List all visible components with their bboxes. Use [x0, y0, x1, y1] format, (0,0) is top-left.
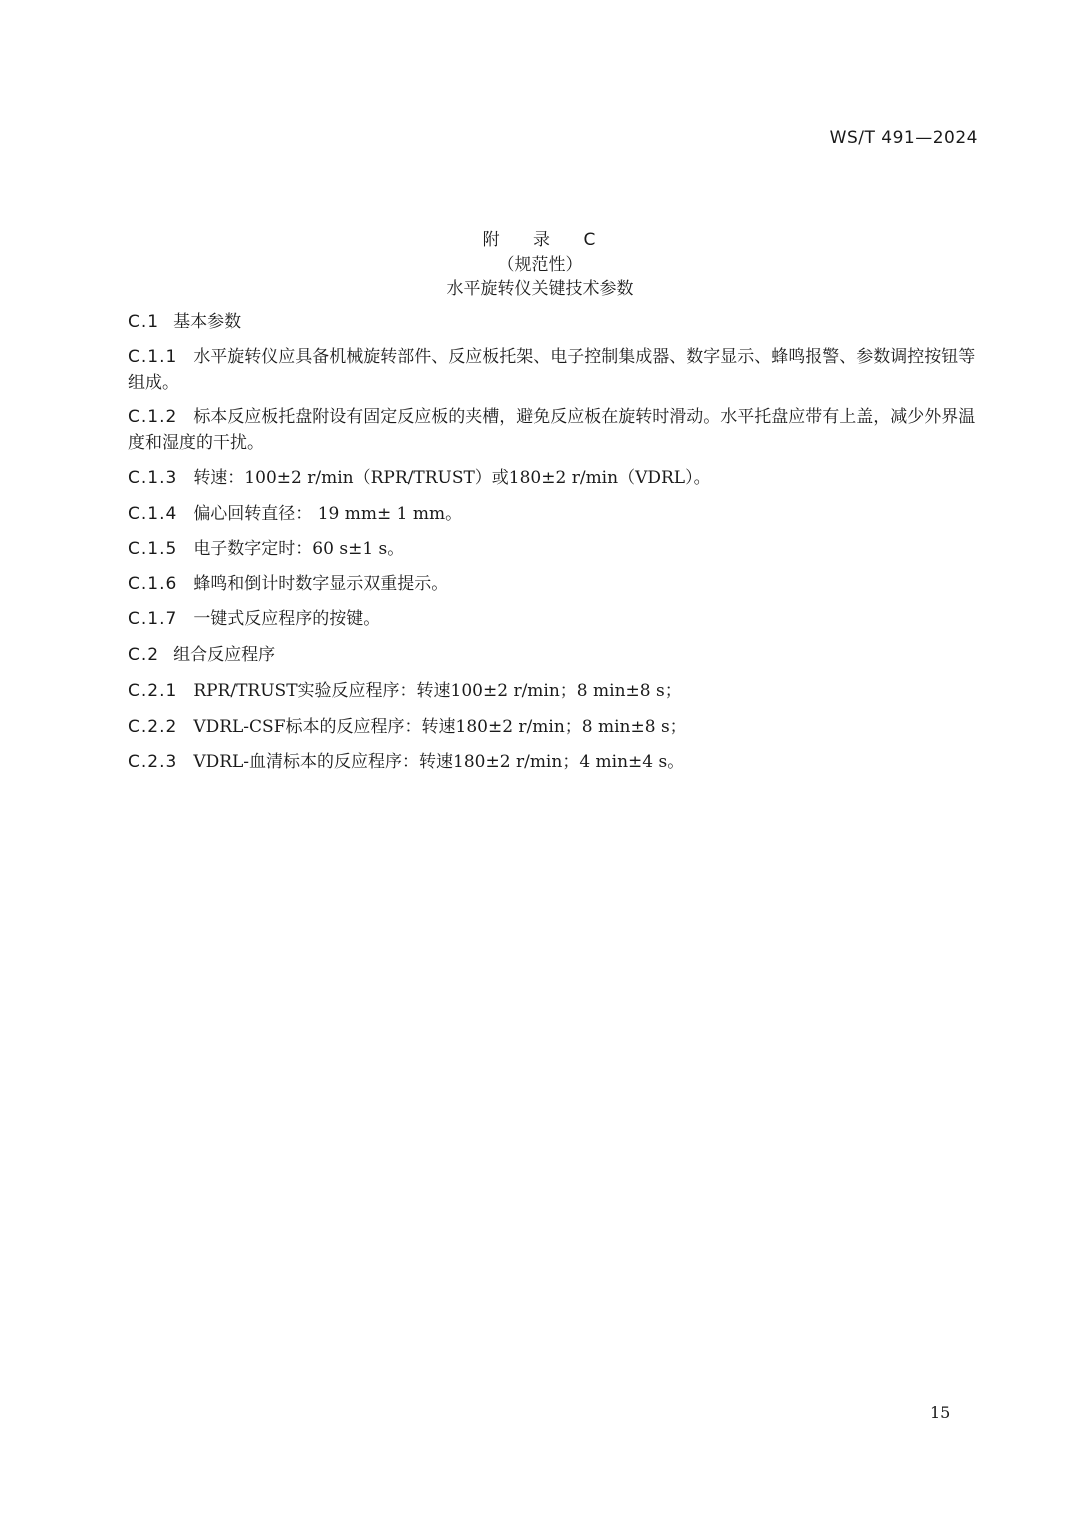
section-heading-c2: [128, 642, 980, 668]
clause-c-1-7: [128, 606, 980, 632]
clause-c-1-1: [128, 344, 980, 396]
clause-number: C.1.2: [128, 407, 178, 427]
clause-text: 一键式反应程序的按键。: [193, 609, 381, 629]
clause-text: 蜂鸣和倒计时数字显示双重提示。: [193, 574, 449, 594]
section-heading-c1: [128, 309, 980, 335]
clause-text: 偏心回转直径： 19 mm± 1 mm。: [193, 504, 463, 524]
clause-text: RPR/TRUST实验反应程序：转速100±2 r/min；8 min±8 s；: [193, 681, 682, 701]
clause-text: 电子数字定时：60 s±1 s。: [193, 539, 405, 559]
clause-c-1-6: [128, 571, 980, 597]
clause-c-2-1: [128, 678, 980, 704]
appendix-type: （规范性）: [497, 255, 583, 275]
section-number: C.2: [128, 645, 160, 665]
clause-number: C.1.4: [128, 504, 178, 524]
clause-text: 水平旋转仪应具备机械旋转部件、反应板托架、电子控制集成器、数字显示、蜂鸣报警、参数调控按钮等组成。: [128, 347, 976, 393]
clause-number: C.1.7: [128, 609, 178, 629]
clause-number: C.2.2: [128, 717, 178, 737]
clause-number: C.1.5: [128, 539, 178, 559]
clause-c-1-5: [128, 536, 980, 562]
page-number: 15: [930, 1403, 951, 1422]
clause-text: 标本反应板托盘附设有固定反应板的夹槽，避免反应板在旋转时滑动。水平托盘应带有上盖，减少外界温度和湿度的干扰。: [128, 407, 976, 453]
clause-number: C.1.1: [128, 347, 178, 367]
section-title: 组合反应程序: [173, 645, 276, 665]
clause-text: 转速：100±2 r/min（RPR/TRUST）或180±2 r/min（VDRL）。: [193, 468, 711, 488]
clause-c-1-2: [128, 404, 980, 456]
clause-c-2-3: [128, 749, 980, 775]
appendix-heading: 水平旋转仪关键技术参数: [446, 279, 634, 299]
clause-c-2-2: [128, 714, 980, 740]
clause-number: C.2.1: [128, 681, 178, 701]
section-title: 基本参数: [173, 312, 242, 332]
clause-text: VDRL-CSF标本的反应程序：转速180±2 r/min；8 min±8 s；: [193, 717, 687, 737]
clause-c-1-3: [128, 465, 980, 491]
appendix-title: 附 录 C: [482, 230, 610, 250]
clause-number: C.1.6: [128, 574, 178, 594]
clause-number: C.1.3: [128, 468, 178, 488]
clause-text: VDRL-血清标本的反应程序：转速180±2 r/min；4 min±4 s。: [193, 752, 685, 772]
section-number: C.1: [128, 312, 160, 332]
clause-c-1-4: [128, 501, 980, 527]
standard-code: WS/T 491—2024: [829, 128, 978, 148]
clause-number: C.2.3: [128, 752, 178, 772]
